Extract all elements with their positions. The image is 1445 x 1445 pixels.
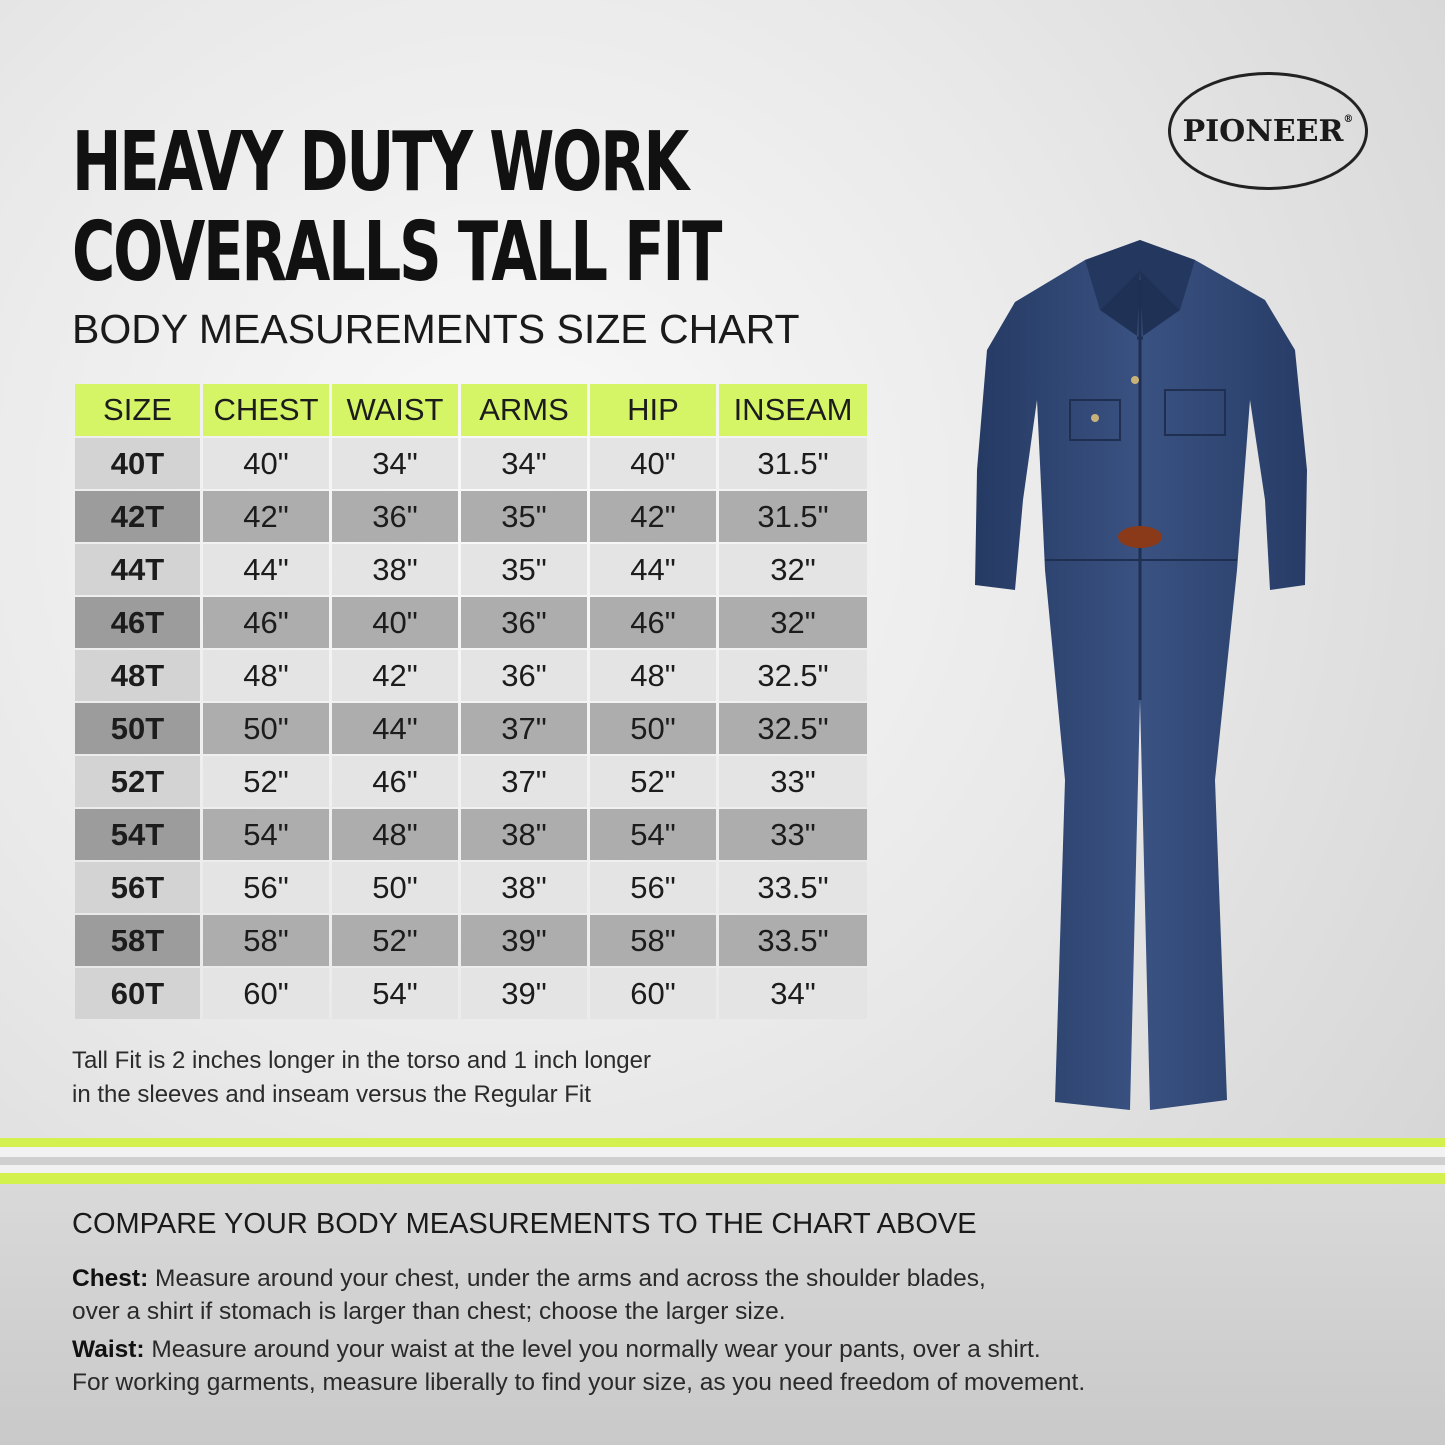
measurement-cell-inseam: 33" (719, 809, 867, 860)
size-cell: 44T (75, 544, 200, 595)
size-cell: 50T (75, 703, 200, 754)
measurement-cell-waist: 34" (332, 438, 458, 489)
measurement-cell-hip: 50" (590, 703, 716, 754)
table-row (75, 756, 867, 807)
measurement-cell-waist: 42" (332, 650, 458, 701)
measurement-cell-chest: 48" (203, 650, 329, 701)
measurement-cell-hip: 48" (590, 650, 716, 701)
table-row (75, 968, 867, 1019)
column-header-waist: WAIST (332, 384, 458, 436)
table-row (75, 544, 867, 595)
size-cell: 52T (75, 756, 200, 807)
measurement-cell-chest: 42" (203, 491, 329, 542)
instructions-title: COMPARE YOUR BODY MEASUREMENTS TO THE CHART ABOVE (72, 1208, 977, 1240)
column-header-size: SIZE (75, 384, 200, 436)
measurement-cell-chest: 52" (203, 756, 329, 807)
logo-text: PIONEER® (1182, 113, 1354, 149)
measurement-cell-chest: 60" (203, 968, 329, 1019)
accent-stripe (0, 1138, 1445, 1184)
title-line-2: COVERALLS TALL FIT (72, 205, 721, 300)
table-row (75, 915, 867, 966)
note-line-1: Tall Fit is 2 inches longer in the torso and 1 inch longer (72, 1047, 651, 1074)
measurement-cell-arms: 37" (461, 756, 587, 807)
measurement-cell-chest: 56" (203, 862, 329, 913)
measurement-cell-inseam: 34" (719, 968, 867, 1019)
measurement-cell-waist: 48" (332, 809, 458, 860)
measurement-cell-hip: 56" (590, 862, 716, 913)
size-cell: 56T (75, 862, 200, 913)
measurement-cell-arms: 37" (461, 703, 587, 754)
measurement-cell-arms: 36" (461, 597, 587, 648)
measurement-cell-inseam: 32.5" (719, 703, 867, 754)
table-row (75, 809, 867, 860)
measurement-cell-hip: 46" (590, 597, 716, 648)
measurement-cell-hip: 52" (590, 756, 716, 807)
table-row (75, 491, 867, 542)
column-header-inseam: INSEAM (719, 384, 867, 436)
tall-fit-note (72, 1044, 812, 1112)
measurement-cell-chest: 50" (203, 703, 329, 754)
measurement-cell-inseam: 32.5" (719, 650, 867, 701)
table-row (75, 438, 867, 489)
size-cell: 48T (75, 650, 200, 701)
page-subtitle: BODY MEASUREMENTS SIZE CHART (72, 306, 800, 352)
size-cell: 60T (75, 968, 200, 1019)
measurement-cell-waist: 50" (332, 862, 458, 913)
waist-instruction (72, 1333, 1372, 1399)
measurement-cell-inseam: 32" (719, 544, 867, 595)
measurement-cell-waist: 54" (332, 968, 458, 1019)
measurement-cell-chest: 44" (203, 544, 329, 595)
size-cell: 54T (75, 809, 200, 860)
measurement-cell-waist: 40" (332, 597, 458, 648)
measurement-cell-arms: 35" (461, 491, 587, 542)
measurement-cell-hip: 42" (590, 491, 716, 542)
measurement-cell-hip: 40" (590, 438, 716, 489)
note-line-2: in the sleeves and inseam versus the Regular Fit (72, 1081, 591, 1108)
measurement-cell-arms: 38" (461, 809, 587, 860)
measurement-cell-hip: 54" (590, 809, 716, 860)
waist-instruction-line-1: Waist: Measure around your waist at the level you normally wear your pants, over a shirt. (72, 1336, 1041, 1363)
measurement-cell-chest: 54" (203, 809, 329, 860)
table-row (75, 703, 867, 754)
registered-mark: ® (1343, 113, 1354, 125)
coverall-image (965, 240, 1310, 1120)
measurement-cell-arms: 39" (461, 915, 587, 966)
size-cell: 40T (75, 438, 200, 489)
measurement-cell-inseam: 31.5" (719, 491, 867, 542)
size-chart-table (72, 382, 870, 1021)
chest-instruction-line-1: Chest: Measure around your chest, under the arms and across the shoulder blades, (72, 1265, 986, 1292)
measurement-cell-arms: 35" (461, 544, 587, 595)
table-row (75, 650, 867, 701)
measurement-cell-waist: 36" (332, 491, 458, 542)
page-title (72, 115, 721, 300)
measurement-cell-arms: 34" (461, 438, 587, 489)
measurement-cell-inseam: 33.5" (719, 915, 867, 966)
waist-instruction-line-2: For working garments, measure liberally to find your size, as you need freedom of movement. (72, 1369, 1086, 1396)
measurement-cell-hip: 60" (590, 968, 716, 1019)
size-cell: 42T (75, 491, 200, 542)
measurement-cell-waist: 46" (332, 756, 458, 807)
size-cell: 58T (75, 915, 200, 966)
chest-label: Chest: (72, 1265, 149, 1292)
table-row (75, 862, 867, 913)
measurement-cell-waist: 38" (332, 544, 458, 595)
measurement-cell-inseam: 31.5" (719, 438, 867, 489)
chest-instruction (72, 1262, 1372, 1328)
size-cell: 46T (75, 597, 200, 648)
title-line-1: HEAVY DUTY WORK (72, 115, 688, 210)
chest-instruction-line-2: over a shirt if stomach is larger than chest; choose the larger size. (72, 1298, 786, 1325)
table-body (75, 438, 867, 1019)
measurement-cell-inseam: 33.5" (719, 862, 867, 913)
measurement-cell-waist: 52" (332, 915, 458, 966)
measurement-cell-hip: 58" (590, 915, 716, 966)
measurement-cell-arms: 36" (461, 650, 587, 701)
table-row (75, 597, 867, 648)
column-header-arms: ARMS (461, 384, 587, 436)
measurement-cell-inseam: 32" (719, 597, 867, 648)
measurement-cell-arms: 38" (461, 862, 587, 913)
column-header-hip: HIP (590, 384, 716, 436)
measurement-cell-arms: 39" (461, 968, 587, 1019)
measurement-cell-hip: 44" (590, 544, 716, 595)
measurement-cell-inseam: 33" (719, 756, 867, 807)
measurement-cell-chest: 40" (203, 438, 329, 489)
measurement-cell-chest: 46" (203, 597, 329, 648)
pioneer-logo (1168, 72, 1368, 190)
measurement-cell-chest: 58" (203, 915, 329, 966)
table-header-row (75, 384, 867, 436)
measurement-cell-waist: 44" (332, 703, 458, 754)
waist-label: Waist: (72, 1336, 145, 1363)
column-header-chest: CHEST (203, 384, 329, 436)
